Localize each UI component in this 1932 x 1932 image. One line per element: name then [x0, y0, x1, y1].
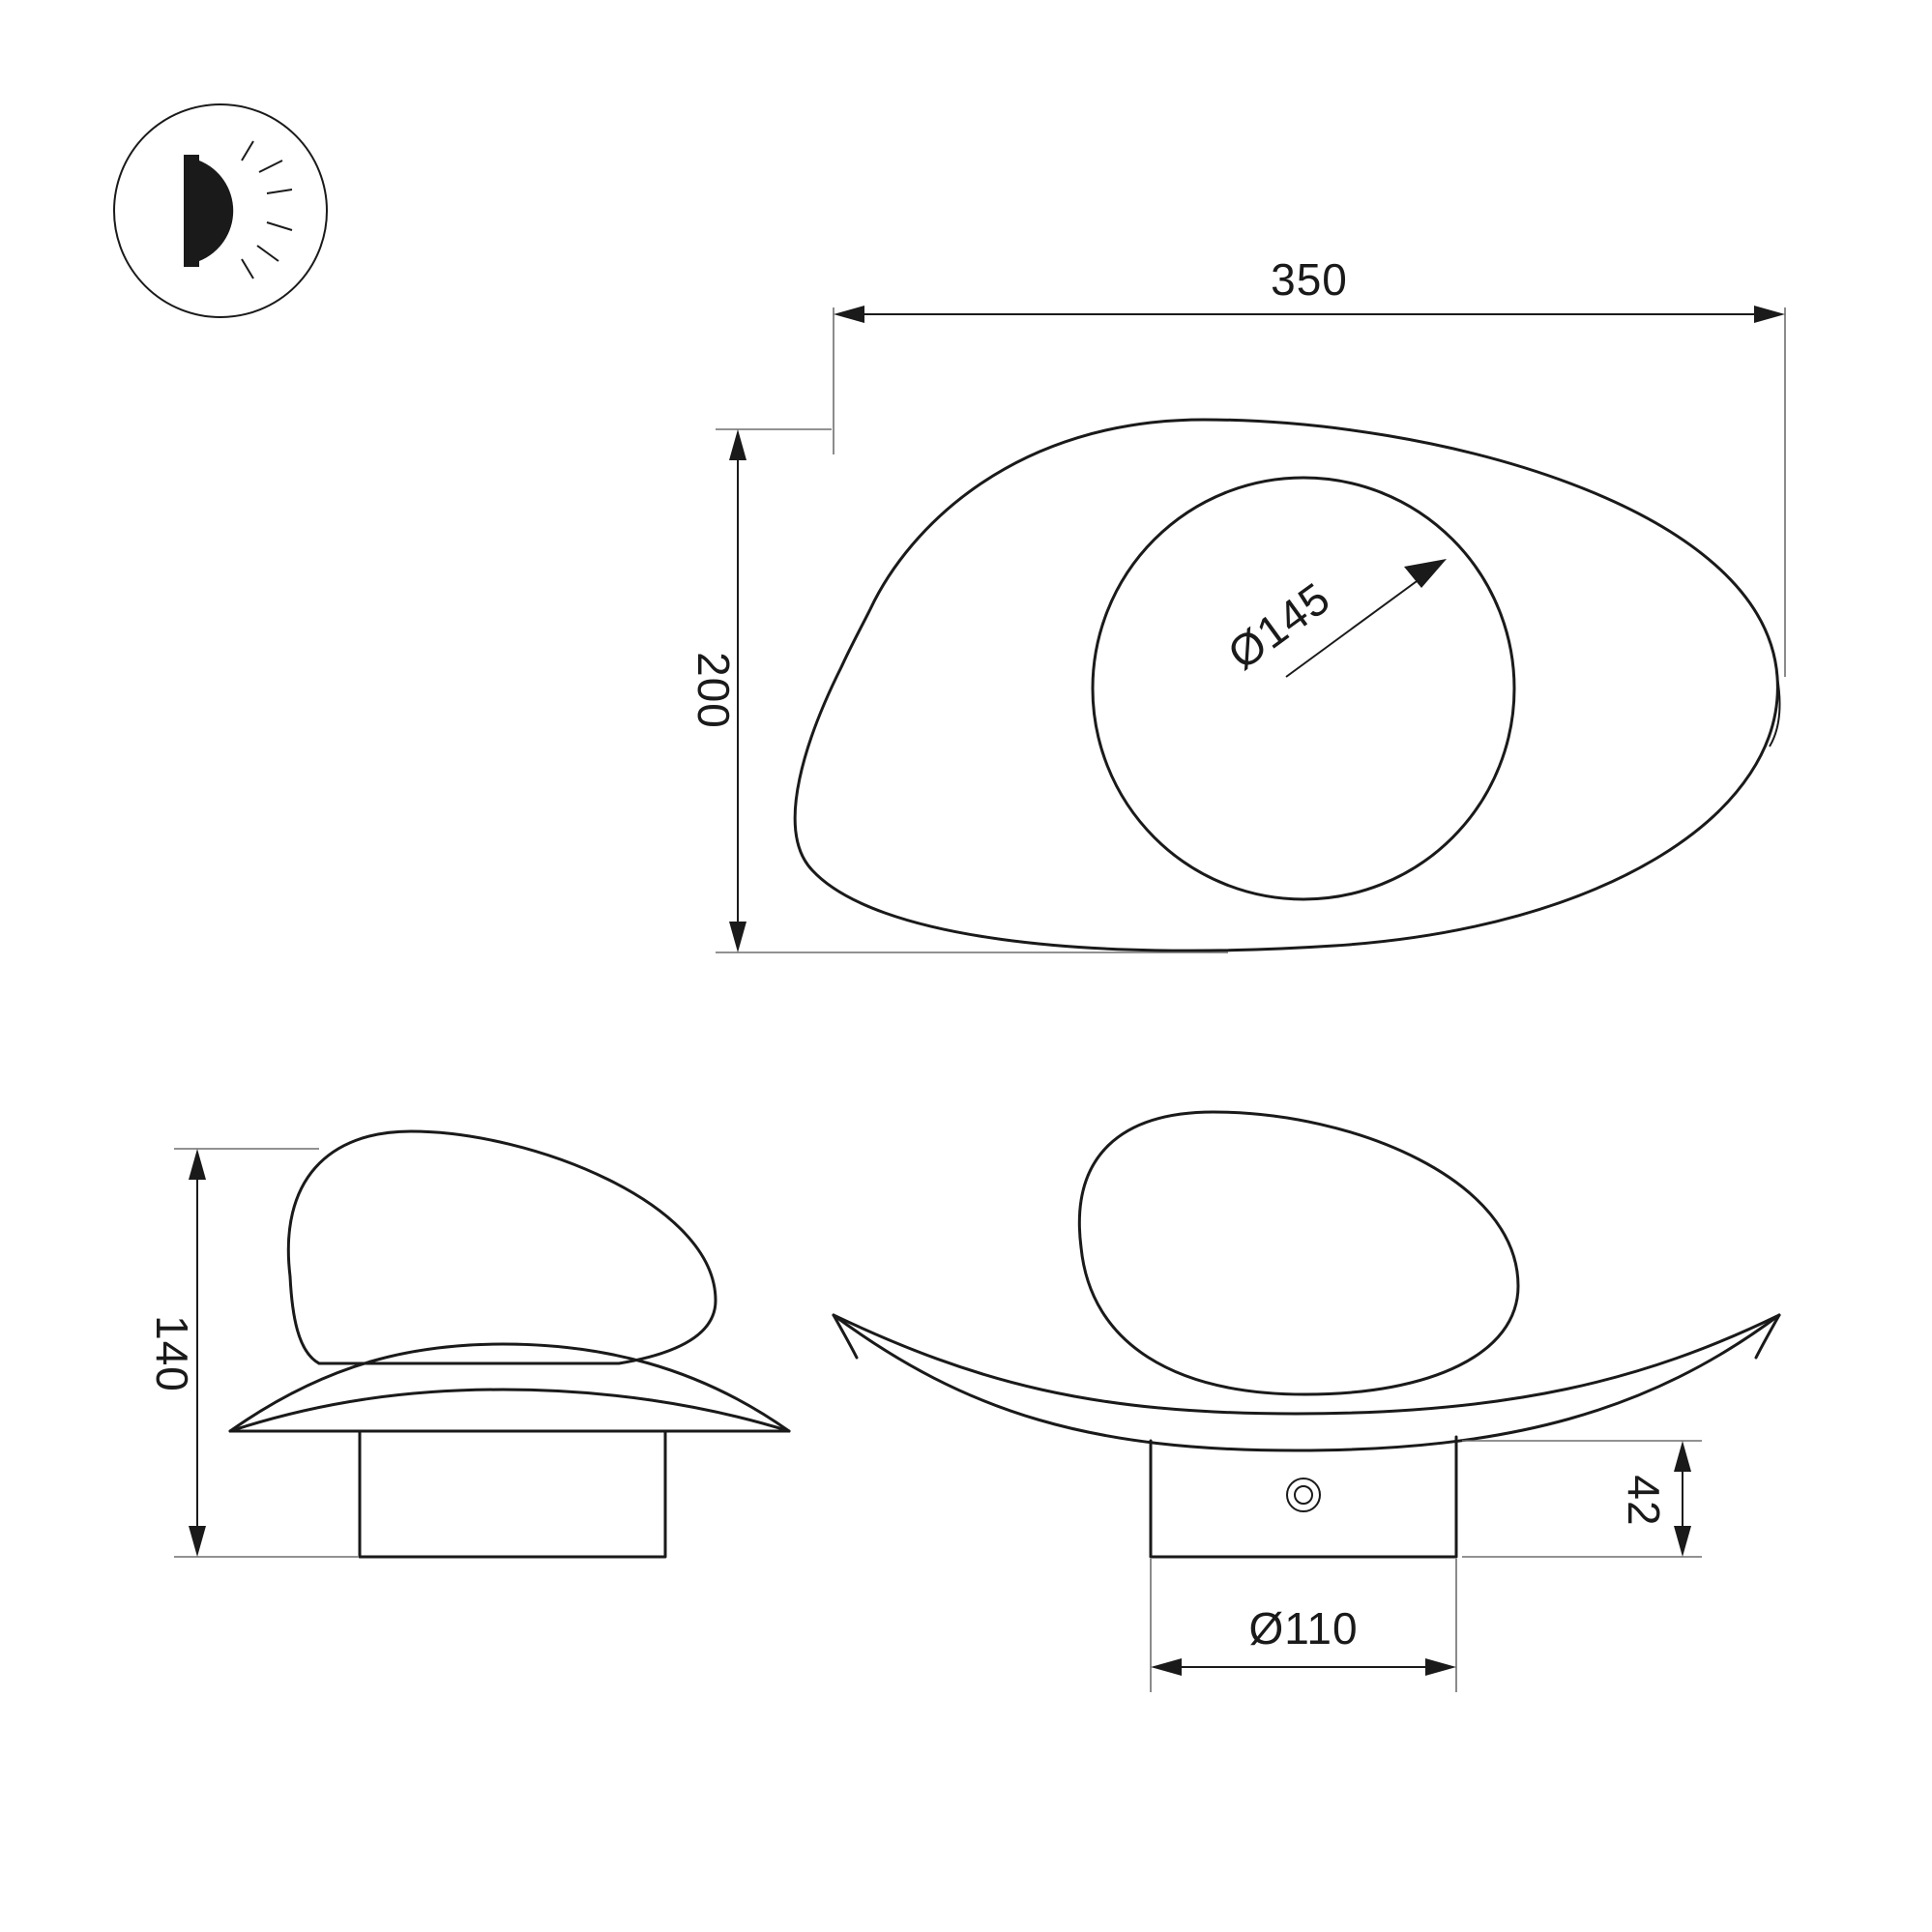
dimension-140-text: 140	[147, 1315, 197, 1392]
top-view	[795, 420, 1779, 951]
dimension-145	[1218, 559, 1447, 679]
dimension-140	[147, 1149, 358, 1557]
dimension-200	[688, 429, 1228, 952]
dimension-42	[1462, 1441, 1702, 1557]
dimension-110	[1151, 1559, 1456, 1692]
dimension-200-text: 200	[688, 652, 739, 729]
dimension-110-text: Ø110	[1248, 1603, 1359, 1654]
dimension-42-text: 42	[1619, 1475, 1669, 1527]
front-view	[230, 1131, 789, 1557]
dimension-350-text: 350	[1271, 254, 1348, 305]
wall-light-direction-icon	[114, 104, 327, 317]
dimension-145-text: Ø145	[1218, 571, 1340, 680]
